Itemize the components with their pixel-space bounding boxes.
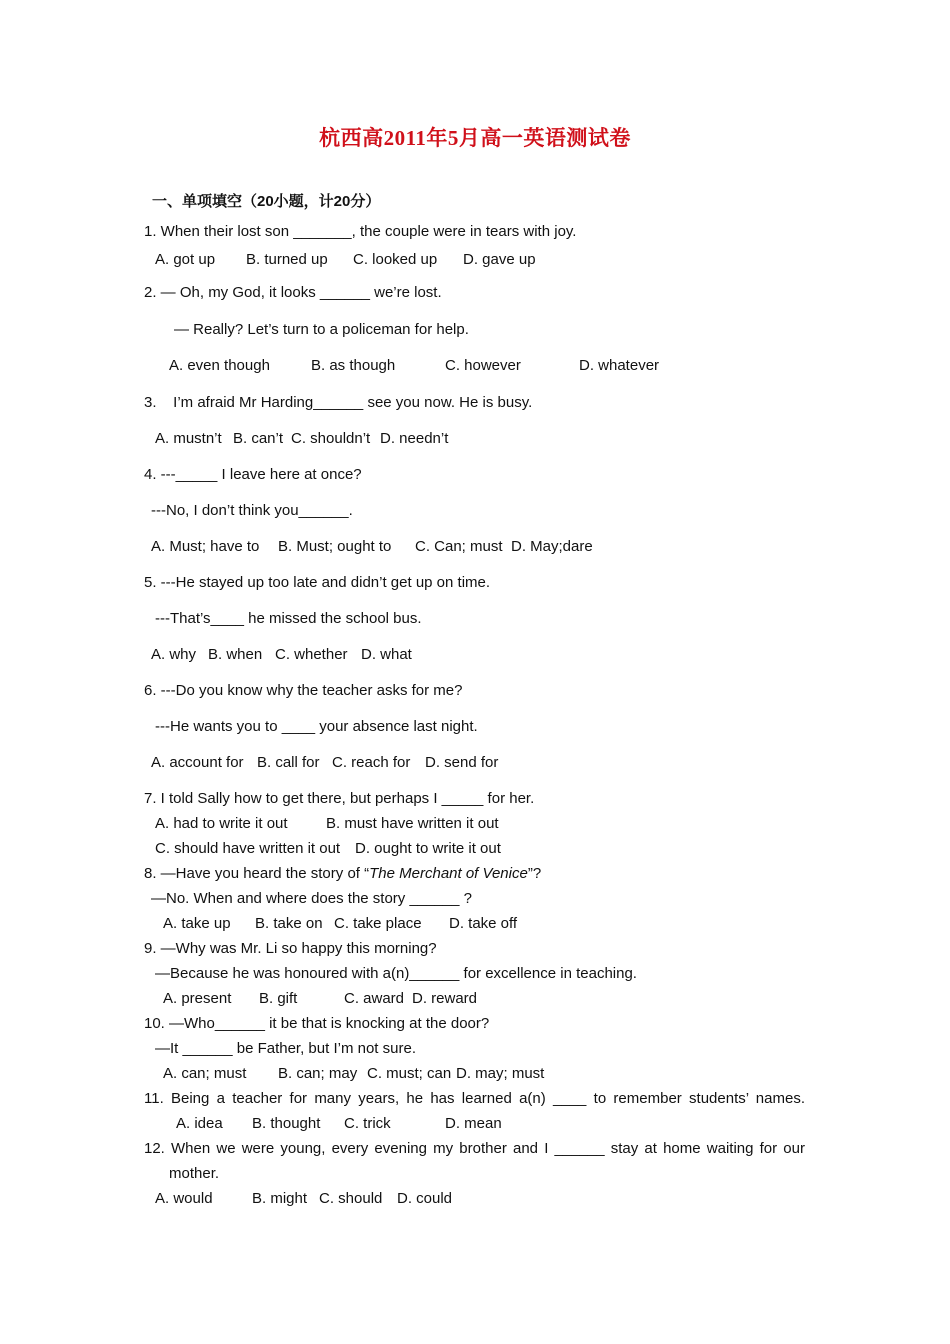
option-a: A. can; must — [163, 1065, 247, 1082]
option-a: A. had to write it out — [155, 815, 288, 832]
option-a: A. why — [151, 646, 197, 663]
option-a: A. account for — [151, 754, 244, 771]
option-a: A. Must; have to — [151, 538, 260, 555]
question-6-options — [151, 753, 498, 773]
question-9-line1: 9. —Why was Mr. Li so happy this morning? — [144, 940, 437, 957]
option-d: D. what — [361, 646, 412, 663]
option-d: D. may; must — [456, 1065, 545, 1082]
question-10-line2: —It ______ be Father, but I’m not sure. — [155, 1040, 416, 1057]
question-4-line2: ---No, I don’t think you______. — [151, 502, 353, 519]
section-heading: 一、单项填空（20小题，计20分） — [152, 193, 381, 210]
question-11-options — [176, 1114, 502, 1134]
option-d: D. needn’t — [380, 430, 449, 447]
option-d: D. May;dare — [511, 538, 593, 555]
option-c: C. shouldn’t — [291, 430, 371, 447]
option-a: A. mustn’t — [155, 430, 222, 447]
question-3-stem: 3. I’m afraid Mr Harding______ see you now. He is busy. — [144, 394, 533, 411]
option-d: D. gave up — [463, 251, 536, 268]
question-8-line1-pre: 8. —Have you heard the story of “ — [144, 865, 370, 882]
question-3-options — [155, 429, 448, 449]
option-b: B. Must; ought to — [278, 538, 392, 555]
option-a: A. take up — [163, 915, 231, 932]
question-9-line2: —Because he was honoured with a(n)______ for excellence in teaching. — [155, 965, 637, 982]
option-b: B. can’t — [233, 430, 284, 447]
option-c: C. must; can — [367, 1065, 452, 1082]
question-7-options-row1 — [155, 814, 499, 834]
question-4-options — [151, 537, 593, 557]
question-5-options — [151, 645, 412, 665]
question-1-options — [155, 250, 536, 270]
question-8-line1 — [144, 864, 541, 884]
question-5-line2: ---That’s____ he missed the school bus. — [155, 610, 422, 627]
option-b: B. when — [208, 646, 263, 663]
option-b: B. gift — [259, 990, 298, 1007]
option-d: D. could — [397, 1190, 453, 1207]
option-b: B. as though — [311, 357, 396, 374]
question-8-options — [163, 914, 517, 934]
option-c: C. take place — [334, 915, 422, 932]
exam-title: 杭西高2011年5月高一英语测试卷 — [319, 126, 631, 150]
option-c: C. whether — [275, 646, 348, 663]
option-c: C. Can; must — [415, 538, 503, 555]
question-8-line1-post: ”? — [527, 865, 542, 882]
question-8-line2: —No. When and where does the story ______ ? — [151, 890, 473, 907]
option-c: C. trick — [344, 1115, 391, 1132]
question-2-line1: 2. — Oh, my God, it looks ______ we’re lost. — [144, 284, 442, 301]
question-1-stem: 1. When their lost son _______, the couple were in tears with joy. — [144, 223, 577, 240]
option-b: B. can; may — [278, 1065, 358, 1082]
question-9-options — [163, 989, 477, 1009]
question-6-line2: ---He wants you to ____ your absence last night. — [155, 718, 478, 735]
option-b: B. turned up — [246, 251, 328, 268]
option-c: C. looked up — [353, 251, 438, 268]
option-a: A. present — [163, 990, 232, 1007]
option-a: A. would — [155, 1190, 213, 1207]
option-a: A. idea — [176, 1115, 223, 1132]
option-a: A. even though — [169, 357, 270, 374]
option-b: B. take on — [255, 915, 323, 932]
option-b: B. must have written it out — [326, 815, 499, 832]
option-c: C. should have written it out — [155, 840, 341, 857]
option-b: B. thought — [252, 1115, 321, 1132]
option-d: D. whatever — [579, 357, 660, 374]
option-d: D. ought to write it out — [355, 840, 501, 857]
question-10-line1: 10. —Who______ it be that is knocking at the door? — [144, 1015, 490, 1032]
option-c: C. award — [344, 990, 405, 1007]
option-c: C. however — [445, 357, 521, 374]
option-d: D. send for — [425, 754, 499, 771]
option-d: D. mean — [445, 1115, 502, 1132]
question-7-stem: 7. I told Sally how to get there, but perhaps I _____ for her. — [144, 790, 535, 807]
question-8-book-title: The Merchant of Venice — [369, 865, 528, 882]
question-12-stem-line2: mother. — [169, 1165, 220, 1182]
option-d: D. reward — [412, 990, 478, 1007]
option-c: C. reach for — [332, 754, 411, 771]
question-12-stem-line1: 12. When we were young, every evening my brother and I ______ stay at home waiting for our — [144, 1140, 805, 1157]
option-b: B. call for — [257, 754, 320, 771]
option-b: B. might — [252, 1190, 308, 1207]
question-5-line1: 5. ---He stayed up too late and didn’t get up on time. — [144, 574, 491, 591]
question-11-stem: 11. Being a teacher for many years, he has learned a(n) ____ to remember students’ names. — [144, 1090, 805, 1107]
question-10-options — [163, 1064, 544, 1084]
option-c: C. should — [319, 1190, 383, 1207]
question-2-line2: — Really? Let’s turn to a policeman for help. — [174, 321, 469, 338]
question-4-line1: 4. ---_____ I leave here at once? — [144, 466, 362, 483]
question-2-options — [169, 356, 659, 376]
question-12-options — [155, 1189, 452, 1209]
option-d: D. take off — [449, 915, 518, 932]
question-6-line1: 6. ---Do you know why the teacher asks for me? — [144, 682, 463, 699]
option-a: A. got up — [155, 251, 216, 268]
question-7-options-row2 — [155, 839, 501, 859]
